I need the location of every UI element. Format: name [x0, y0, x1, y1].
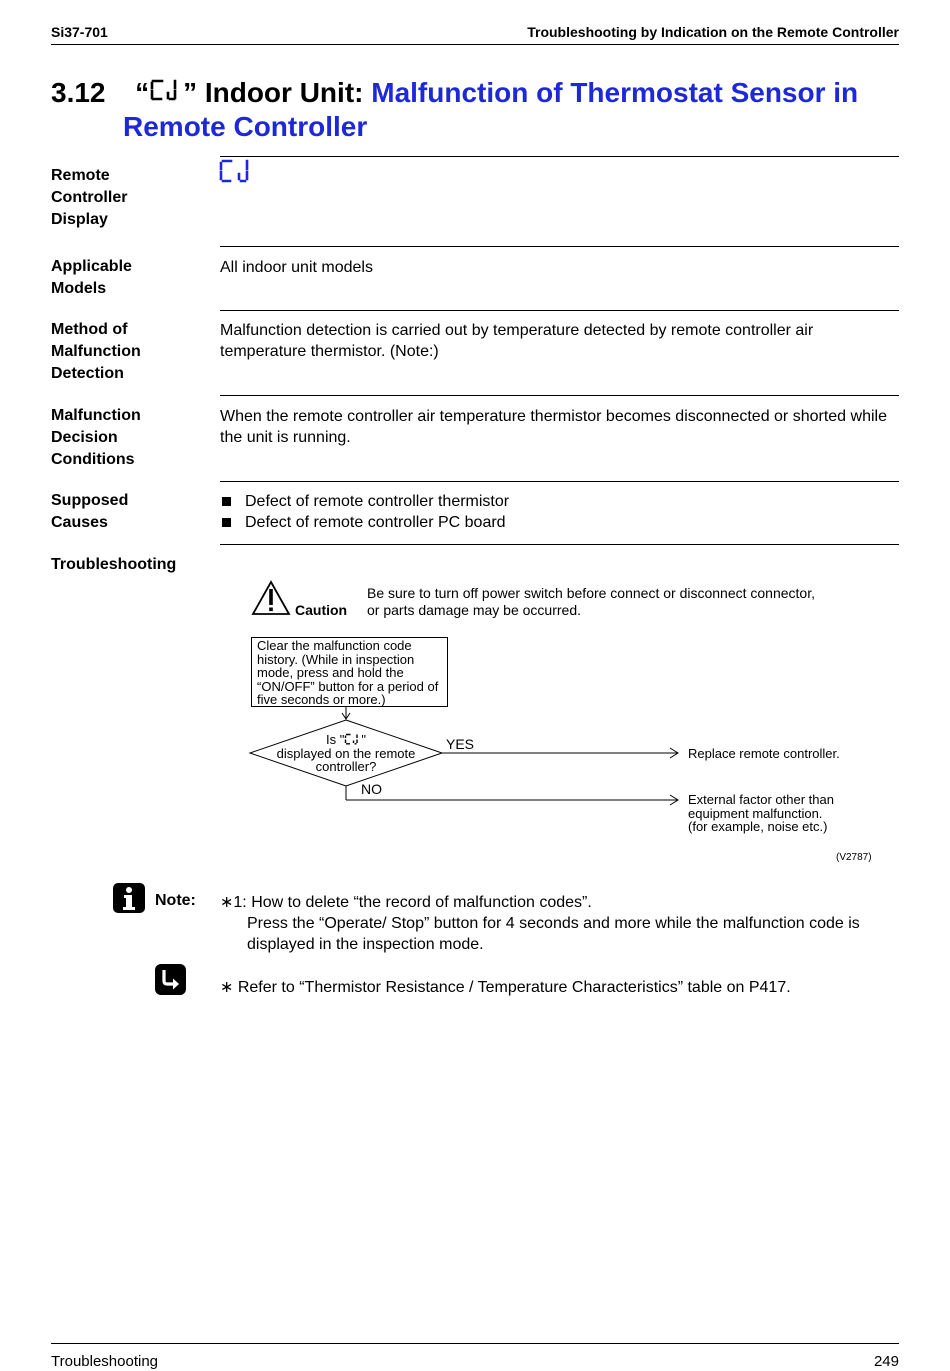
row-rule-1 — [220, 156, 899, 157]
doc-id: Si37-701 — [51, 24, 108, 40]
cause-item — [220, 491, 900, 512]
method-text — [220, 320, 900, 362]
decision-text — [220, 406, 900, 448]
decision-post: " — [361, 732, 366, 747]
note-line: Press the “Operate/ Stop” button for 4 seconds and more while the malfunction code is — [247, 915, 860, 932]
bullet-icon — [222, 497, 231, 506]
decision-pre: Is " — [326, 732, 345, 747]
bullet-icon — [222, 518, 231, 527]
cause-text: Defect of remote controller thermistor — [245, 493, 510, 510]
step-line: “ON/OFF” button for a period of — [257, 678, 439, 694]
row-rule-4 — [220, 395, 899, 396]
label-line: Controller — [51, 189, 128, 206]
label-line: Decision — [51, 429, 118, 446]
cause-item — [220, 512, 900, 533]
label-line: Display — [51, 211, 108, 228]
caution-triangle-icon — [251, 580, 291, 616]
caution-label: Caution — [295, 602, 348, 618]
section-number: 3.12 — [51, 77, 106, 108]
caution-line: Be sure to turn off power switch before connect or disconnect connector, — [367, 585, 815, 601]
page-title — [51, 76, 911, 144]
label-line: Method of — [51, 321, 128, 338]
step-line: mode, press and hold the — [257, 665, 404, 680]
method-label — [51, 319, 211, 385]
applicable-label — [51, 256, 211, 300]
page-number: 249 — [873, 1353, 899, 1370]
applicable-text: All indoor unit models — [220, 259, 373, 276]
no-result — [688, 793, 834, 834]
figure-id: (V2787) — [836, 852, 872, 863]
decision-line-3: controller? — [315, 759, 377, 774]
no-label: NO — [361, 781, 382, 797]
title-blue-line1: Malfunction of Thermostat Sensor in — [371, 77, 859, 108]
label-line: Remote — [51, 167, 110, 184]
causes-label — [51, 490, 211, 534]
label-line: Detection — [51, 365, 124, 382]
step-line: Clear the malfunction code — [257, 638, 412, 653]
row-rule-2 — [220, 246, 899, 247]
label-line: Malfunction — [51, 343, 141, 360]
caution-text — [367, 585, 815, 619]
header-rule — [51, 44, 899, 45]
quote-open: “ — [135, 77, 150, 108]
info-icon — [113, 883, 145, 913]
footer-rule — [51, 1343, 899, 1344]
troubleshooting-label: Troubleshooting — [51, 556, 177, 573]
label-line: Causes — [51, 514, 108, 531]
label-line: Malfunction — [51, 407, 141, 424]
causes-list — [220, 491, 900, 533]
cj-small-icon — [344, 733, 361, 745]
caution-line: or parts damage may be occurred. — [367, 602, 581, 618]
yes-label: YES — [446, 736, 475, 752]
result-line: External factor other than — [688, 792, 834, 807]
note-line: ∗1: How to delete “the record of malfunction codes”. — [220, 894, 592, 911]
note-label: Note: — [155, 892, 196, 909]
section-title: Troubleshooting by Indication on the Remote Controller — [527, 24, 899, 40]
note-line: displayed in the inspection mode. — [247, 936, 484, 953]
cj-code-icon — [149, 78, 183, 102]
text-line: When the remote controller air temperature thermistor becomes disconnected or shorted while — [220, 408, 887, 425]
reference-arrow-icon — [155, 964, 186, 995]
result-line: equipment malfunction. — [688, 805, 823, 821]
title-blue-line2: Remote Controller — [123, 111, 368, 142]
decision-label — [51, 405, 211, 471]
title-lead: Indoor Unit: — [204, 77, 364, 108]
label-line: Supposed — [51, 492, 129, 509]
label-line: Conditions — [51, 451, 135, 468]
row-rule-6 — [220, 544, 899, 545]
lcd-cj-icon — [218, 158, 254, 184]
note-text — [220, 892, 900, 955]
text-line: temperature thermistor. (Note:) — [220, 343, 439, 360]
step-line: five seconds or more.) — [257, 692, 386, 707]
row-rule-5 — [220, 481, 899, 482]
label-line: Applicable — [51, 258, 132, 275]
text-line: Malfunction detection is carried out by temperature detected by remote controller air — [220, 322, 814, 339]
step-clear-history-box — [251, 637, 448, 707]
reference-text: ∗ Refer to “Thermistor Resistance / Temperature Characteristics” table on P417. — [220, 979, 791, 996]
display-label — [51, 165, 211, 231]
decision-line-2: displayed on the remote — [276, 745, 416, 761]
footer-section: Troubleshooting — [51, 1353, 159, 1370]
decision-question — [256, 733, 436, 774]
row-rule-3 — [220, 310, 899, 311]
decision-line-1 — [256, 733, 436, 747]
result-line: (for example, noise etc.) — [688, 819, 828, 834]
label-line: Models — [51, 280, 107, 297]
cause-text: Defect of remote controller PC board — [245, 514, 506, 531]
quote-close: ” — [183, 77, 198, 108]
yes-result: Replace remote controller. — [688, 746, 840, 761]
text-line: the unit is running. — [220, 429, 351, 446]
step-line: history. (While in inspection — [257, 651, 415, 667]
